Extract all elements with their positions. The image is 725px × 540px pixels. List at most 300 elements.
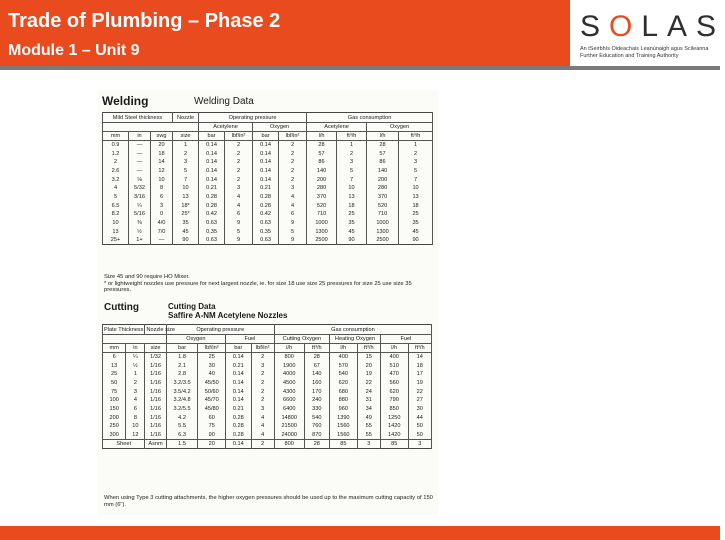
table-cell: — xyxy=(129,149,151,158)
table-cell: lbf/in² xyxy=(225,132,253,141)
table-cell: 560 xyxy=(380,379,408,388)
table-cell: 20 xyxy=(357,361,380,370)
table-cell: 3.2/5.5 xyxy=(166,405,198,414)
logo-wordmark: SOLAS xyxy=(580,10,725,43)
table-row xyxy=(103,236,433,245)
table-cell: 85 xyxy=(380,439,408,448)
table-cell: 50 xyxy=(103,379,126,388)
table-cell: 0.14 xyxy=(226,353,251,362)
table-cell: bar xyxy=(166,344,198,353)
table-cell: 10 xyxy=(126,422,145,431)
table-cell: 540 xyxy=(330,370,358,379)
table-cell: 0.14 xyxy=(199,158,225,167)
table-units-row xyxy=(103,132,433,141)
table-cell: — xyxy=(129,158,151,167)
table-cell: 5/16 xyxy=(129,210,151,219)
table-cell: 30 xyxy=(198,361,226,370)
table-cell: 3 xyxy=(279,184,307,193)
table-cell: ft³/h xyxy=(399,132,433,141)
table-cell: 7 xyxy=(337,175,367,184)
table-cell: 3 xyxy=(251,405,274,414)
table-cell: 10 xyxy=(173,184,199,193)
table-cell: 0.9 xyxy=(103,141,129,150)
table-cell: ¼ xyxy=(126,353,145,362)
table-cell: 35 xyxy=(399,219,433,228)
table-cell: 45 xyxy=(399,227,433,236)
table-cell: 790 xyxy=(380,396,408,405)
table-cell: 5 xyxy=(225,227,253,236)
table-row xyxy=(103,422,432,431)
table-cell: 0.21 xyxy=(226,405,251,414)
table-cell: 9 xyxy=(279,236,307,245)
table-cell: 6.5 xyxy=(103,201,129,210)
table-cell: 1420 xyxy=(380,431,408,440)
sub-acetylene-consumption: Acetylene xyxy=(307,123,367,132)
welding-heading: Welding xyxy=(102,94,149,108)
table-cell: 0.14 xyxy=(253,175,279,184)
table-cell: 2 xyxy=(173,149,199,158)
table-cell: 10 xyxy=(399,184,433,193)
table-cell: 45/70 xyxy=(198,396,226,405)
table-cell: 2 xyxy=(337,149,367,158)
page-title: Trade of Plumbing – Phase 2 xyxy=(8,10,281,32)
table-cell: Sheet xyxy=(103,439,145,448)
cutting-table-body xyxy=(103,325,432,449)
table-cell: 200 xyxy=(367,175,399,184)
header-nozzle-size: Nozzle size xyxy=(146,326,176,333)
table-cell: ft³/h xyxy=(304,344,329,353)
table-cell: 18 xyxy=(151,149,173,158)
table-cell: 6.3 xyxy=(166,431,198,440)
table-cell: 3/16 xyxy=(129,193,151,202)
table-cell: 0.63 xyxy=(253,236,279,245)
table-cell: 13 xyxy=(399,193,433,202)
table-cell: 10 xyxy=(103,219,129,228)
table-cell: 5 xyxy=(399,167,433,176)
table-cell: 1.2 xyxy=(103,149,129,158)
table-cell: 0.28 xyxy=(226,422,251,431)
table-cell: 75 xyxy=(103,387,126,396)
sub-cutting-oxygen: Cutting Oxygen xyxy=(274,335,329,344)
table-cell: 0.14 xyxy=(253,158,279,167)
table-cell: 3 xyxy=(408,439,431,448)
table-cell: l/h xyxy=(330,344,358,353)
header-nozzle: Nozzle xyxy=(173,113,199,123)
table-cell: 14 xyxy=(151,158,173,167)
welding-data-title: Welding Data xyxy=(194,96,254,107)
table-row xyxy=(103,149,433,158)
table-cell: ft³/h xyxy=(357,344,380,353)
table-cell: 1+ xyxy=(129,236,151,245)
table-cell: 620 xyxy=(380,387,408,396)
table-cell: 0.28 xyxy=(226,413,251,422)
table-cell: 2 xyxy=(225,149,253,158)
table-cell: 2 xyxy=(251,370,274,379)
table-cell: 1000 xyxy=(307,219,337,228)
table-cell: 620 xyxy=(330,379,358,388)
table-cell: 2500 xyxy=(367,236,399,245)
table-cell: 3 xyxy=(337,158,367,167)
table-cell: 2 xyxy=(279,141,307,150)
table-cell: ¼ xyxy=(129,201,151,210)
logo-tagline: An tSeirbhís Oideachais Leanúnaigh agus Scileanna Further Education and Training Authority xyxy=(580,46,709,59)
table-cell: 6600 xyxy=(274,396,304,405)
table-cell: ½ xyxy=(126,361,145,370)
table-cell: 19 xyxy=(408,379,431,388)
table-cell: 45 xyxy=(337,227,367,236)
table-row xyxy=(103,387,432,396)
table-cell: 0.14 xyxy=(226,370,251,379)
table-row xyxy=(103,227,433,236)
table-cell: 7/0 xyxy=(151,227,173,236)
table-row xyxy=(103,167,433,176)
table-cell: 25* xyxy=(173,210,199,219)
table-row xyxy=(103,361,432,370)
table-cell: 200 xyxy=(307,175,337,184)
table-cell: 520 xyxy=(307,201,337,210)
cutting-note: When using Type 3 cutting attachments, the higher oxygen pressures should be used up to the maximum cutting capacity of 150 mm (6"). xyxy=(104,495,433,508)
table-cell: 28 xyxy=(367,141,399,150)
table-cell: 0.14 xyxy=(253,149,279,158)
table-cell: 0.14 xyxy=(226,379,251,388)
table-cell: 510 xyxy=(380,361,408,370)
table-cell: ft³/h xyxy=(337,132,367,141)
table-cell: 6 xyxy=(126,405,145,414)
table-cell: 30 xyxy=(408,405,431,414)
table-cell: 710 xyxy=(367,210,399,219)
table-cell: 280 xyxy=(367,184,399,193)
table-cell: 2 xyxy=(251,353,274,362)
table-cell: 50/60 xyxy=(198,387,226,396)
table-cell: 19 xyxy=(357,370,380,379)
table-cell: 14 xyxy=(408,353,431,362)
table-cell: 0.28 xyxy=(199,193,225,202)
table-cell: 50 xyxy=(408,422,431,431)
table-cell: 2 xyxy=(279,158,307,167)
table-cell: 22 xyxy=(408,387,431,396)
table-cell: 28 xyxy=(307,141,337,150)
table-cell: 45/50 xyxy=(198,379,226,388)
table-cell: 1900 xyxy=(274,361,304,370)
table-cell: 2.1 xyxy=(166,361,198,370)
table-cell: 90 xyxy=(399,236,433,245)
sub-oxygen-pressure: Oxygen xyxy=(253,123,307,132)
table-cell: 3.2/3.5 xyxy=(166,379,198,388)
table-cell: 570 xyxy=(330,361,358,370)
table-cell: 25 xyxy=(337,210,367,219)
table-cell: 680 xyxy=(330,387,358,396)
table-cell: 870 xyxy=(304,431,329,440)
table-cell: 90 xyxy=(337,236,367,245)
table-cell: 25 xyxy=(399,210,433,219)
table-cell: 880 xyxy=(330,396,358,405)
header-gas-consumption: Gas consumption xyxy=(274,325,431,335)
table-cell: 0.21 xyxy=(199,184,225,193)
table-cell: 0.14 xyxy=(199,141,225,150)
table-row xyxy=(103,431,432,440)
table-cell: 2.8 xyxy=(166,370,198,379)
scanned-data-sheet xyxy=(98,90,438,515)
table-cell: 3.2/4.8 xyxy=(166,396,198,405)
cutting-data-title: Cutting Data Saffire A-NM Acetylene Nozzles xyxy=(168,302,288,320)
table-cell: 13 xyxy=(337,193,367,202)
table-cell: 300 xyxy=(103,431,126,440)
table-cell: 0.28 xyxy=(253,201,279,210)
table-cell: ft³/h xyxy=(408,344,431,353)
table-cell: 3 xyxy=(151,201,173,210)
table-cell: 1560 xyxy=(330,422,358,431)
table-cell: 0.14 xyxy=(199,167,225,176)
sub-oxygen-consumption: Oxygen xyxy=(367,123,433,132)
table-cell: 140 xyxy=(304,370,329,379)
table-cell: 24000 xyxy=(274,431,304,440)
table-cell: 4500 xyxy=(274,379,304,388)
table-cell: 800 xyxy=(274,439,304,448)
table-cell: 800 xyxy=(274,353,304,362)
table-cell: 2 xyxy=(251,439,274,448)
table-cell: 28 xyxy=(304,439,329,448)
table-cell: 18 xyxy=(408,361,431,370)
table-cell: 2 xyxy=(225,158,253,167)
table-cell: 1300 xyxy=(307,227,337,236)
table-cell: 13 xyxy=(103,227,129,236)
table-cell: 75 xyxy=(198,422,226,431)
table-cell: 10 xyxy=(151,175,173,184)
table-cell: swg xyxy=(151,132,173,141)
table-cell: 10 xyxy=(337,184,367,193)
table-cell: 1/16 xyxy=(145,422,166,431)
table-cell: 0.14 xyxy=(226,396,251,405)
table-row xyxy=(103,210,433,219)
table-row xyxy=(103,184,433,193)
table-cell: 2 xyxy=(399,149,433,158)
table-cell: 100 xyxy=(103,396,126,405)
table-cell: lbf/in² xyxy=(279,132,307,141)
table-cell: 1.8 xyxy=(166,353,198,362)
table-row xyxy=(103,158,433,167)
footer-bar xyxy=(0,526,720,540)
table-cell: 170 xyxy=(304,387,329,396)
header-plate-thickness: Plate Thickness xyxy=(104,326,144,333)
table-cell: lbf/in² xyxy=(251,344,274,353)
table-cell: 2.6 xyxy=(103,167,129,176)
table-cell: 12 xyxy=(151,167,173,176)
header-thickness: Mild Steel thickness xyxy=(103,113,173,123)
table-cell: 2 xyxy=(279,149,307,158)
table-cell: 3 xyxy=(399,158,433,167)
table-cell: 850 xyxy=(380,405,408,414)
sub-fuel-consumption: Fuel xyxy=(380,335,431,344)
table-cell: ⅛ xyxy=(129,175,151,184)
table-cell: 25 xyxy=(103,370,126,379)
table-cell: 5 xyxy=(103,193,129,202)
table-cell: Asnm xyxy=(145,439,166,448)
table-cell: 1390 xyxy=(330,413,358,422)
table-cell: 2 xyxy=(251,379,274,388)
table-cell: 2 xyxy=(225,175,253,184)
welding-table xyxy=(102,112,433,245)
table-cell: 18 xyxy=(399,201,433,210)
table-cell: 540 xyxy=(304,413,329,422)
table-cell: 0.42 xyxy=(199,210,225,219)
table-cell: 3 xyxy=(225,184,253,193)
table-cell: 2 xyxy=(279,167,307,176)
header-operating-pressure: Operating pressure xyxy=(166,325,274,335)
table-cell: 2 xyxy=(251,396,274,405)
table-cell: — xyxy=(129,167,151,176)
table-cell: 86 xyxy=(367,158,399,167)
table-cell: 31 xyxy=(357,396,380,405)
table-row xyxy=(103,141,433,150)
table-row xyxy=(103,193,433,202)
table-cell: 3.5/4.2 xyxy=(166,387,198,396)
sub-oxygen: Oxygen xyxy=(166,335,225,344)
table-cell: 250 xyxy=(103,422,126,431)
table-cell: 1420 xyxy=(380,422,408,431)
table-cell: 57 xyxy=(307,149,337,158)
table-cell: 1/16 xyxy=(145,387,166,396)
table-cell: 1000 xyxy=(367,219,399,228)
table-cell: 2 xyxy=(279,175,307,184)
cutting-heading: Cutting xyxy=(104,302,139,313)
table-cell: 150 xyxy=(103,405,126,414)
table-cell: 13 xyxy=(103,361,126,370)
table-cell: in xyxy=(126,344,145,353)
table-cell: 160 xyxy=(304,379,329,388)
table-cell: 20 xyxy=(151,141,173,150)
table-cell: l/h xyxy=(367,132,399,141)
table-cell: 8 xyxy=(151,184,173,193)
table-cell: 4 xyxy=(251,413,274,422)
table-cell: 2 xyxy=(126,379,145,388)
table-cell: 0 xyxy=(151,210,173,219)
table-cell: 520 xyxy=(367,201,399,210)
table-cell: 1 xyxy=(399,141,433,150)
table-cell: 85 xyxy=(330,439,358,448)
table-cell: 17 xyxy=(408,370,431,379)
table-cell: 4 xyxy=(103,184,129,193)
table-cell: size xyxy=(145,344,166,353)
table-cell: 7 xyxy=(173,175,199,184)
table-cell: 7 xyxy=(399,175,433,184)
table-cell: 9 xyxy=(225,236,253,245)
table-cell: 0.21 xyxy=(226,361,251,370)
table-cell: 27 xyxy=(408,396,431,405)
table-row xyxy=(103,175,433,184)
table-row xyxy=(103,370,432,379)
table-cell: 1/16 xyxy=(145,361,166,370)
table-cell: 50 xyxy=(408,431,431,440)
welding-notes: Size 45 and 90 require HO Mixer. * or lightweight nozzles use pressure for next largest nozzle, ie. for size 18 use size 25 pressures for size 25 use size 35 pressures. xyxy=(104,274,412,294)
page-subtitle: Module 1 – Unit 9 xyxy=(8,42,140,59)
header-divider xyxy=(0,66,720,70)
table-cell: 0.63 xyxy=(199,236,225,245)
table-cell: 18 xyxy=(337,201,367,210)
table-cell: 1300 xyxy=(367,227,399,236)
table-cell: 0.35 xyxy=(199,227,225,236)
table-cell: 35 xyxy=(173,219,199,228)
table-cell: 9 xyxy=(225,219,253,228)
table-cell: 3 xyxy=(251,361,274,370)
table-cell: 4 xyxy=(225,193,253,202)
table-cell: 5/32 xyxy=(129,184,151,193)
sub-fuel: Fuel xyxy=(226,335,275,344)
table-cell: 2 xyxy=(251,387,274,396)
table-cell: 370 xyxy=(367,193,399,202)
sub-acetylene-pressure: Acetylene xyxy=(199,123,253,132)
table-cell: 34 xyxy=(357,405,380,414)
table-cell: 45 xyxy=(173,227,199,236)
table-cell: 12 xyxy=(126,431,145,440)
table-cell: 4 xyxy=(279,201,307,210)
table-cell: in xyxy=(129,132,151,141)
table-cell: 2 xyxy=(103,158,129,167)
table-cell: mm xyxy=(103,344,126,353)
table-cell: 0.14 xyxy=(253,141,279,150)
table-cell: 280 xyxy=(307,184,337,193)
table-cell: 60 xyxy=(198,413,226,422)
table-cell: lbf/in² xyxy=(198,344,226,353)
table-cell: 400 xyxy=(330,353,358,362)
table-cell: l/h xyxy=(307,132,337,141)
table-cell: 1/16 xyxy=(145,413,166,422)
table-cell: 2500 xyxy=(307,236,337,245)
table-cell: 3 xyxy=(357,439,380,448)
table-row xyxy=(103,379,432,388)
table-cell: 0.28 xyxy=(253,193,279,202)
table-cell: 960 xyxy=(330,405,358,414)
header-gas-consumption: Gas consumption xyxy=(307,113,433,123)
table-cell: 20 xyxy=(198,439,226,448)
table-cell: 13 xyxy=(173,193,199,202)
table-cell: bar xyxy=(226,344,251,353)
table-cell: 1.5 xyxy=(166,439,198,448)
table-cell: — xyxy=(151,236,173,245)
table-cell: 400 xyxy=(380,353,408,362)
table-cell: 5 xyxy=(279,227,307,236)
table-cell: 14800 xyxy=(274,413,304,422)
header-bar xyxy=(0,0,570,66)
table-cell: 4 xyxy=(279,193,307,202)
table-cell: 0.14 xyxy=(226,387,251,396)
table-cell: 44 xyxy=(408,413,431,422)
table-cell: 2 xyxy=(225,141,253,150)
table-cell: 1 xyxy=(126,370,145,379)
table-cell: 330 xyxy=(304,405,329,414)
table-cell: 6 xyxy=(151,193,173,202)
table-cell: 470 xyxy=(380,370,408,379)
table-cell: 4.2 xyxy=(166,413,198,422)
table-cell: ½ xyxy=(129,227,151,236)
table-cell: 3 xyxy=(173,158,199,167)
table-cell: 4/0 xyxy=(151,219,173,228)
table-row xyxy=(103,396,432,405)
table-cell: 5 xyxy=(173,167,199,176)
table-cell: 86 xyxy=(307,158,337,167)
table-cell: 1 xyxy=(337,141,367,150)
table-cell: 28 xyxy=(304,353,329,362)
table-cell: 0.21 xyxy=(253,184,279,193)
table-row xyxy=(103,219,433,228)
table-cell: 67 xyxy=(304,361,329,370)
table-cell: 4300 xyxy=(274,387,304,396)
table-cell: 90 xyxy=(198,431,226,440)
table-cell: — xyxy=(129,141,151,150)
table-cell: 4 xyxy=(251,422,274,431)
table-cell: mm xyxy=(103,132,129,141)
header-operating-pressure: Operating pressure xyxy=(199,113,307,123)
table-cell: 57 xyxy=(367,149,399,158)
